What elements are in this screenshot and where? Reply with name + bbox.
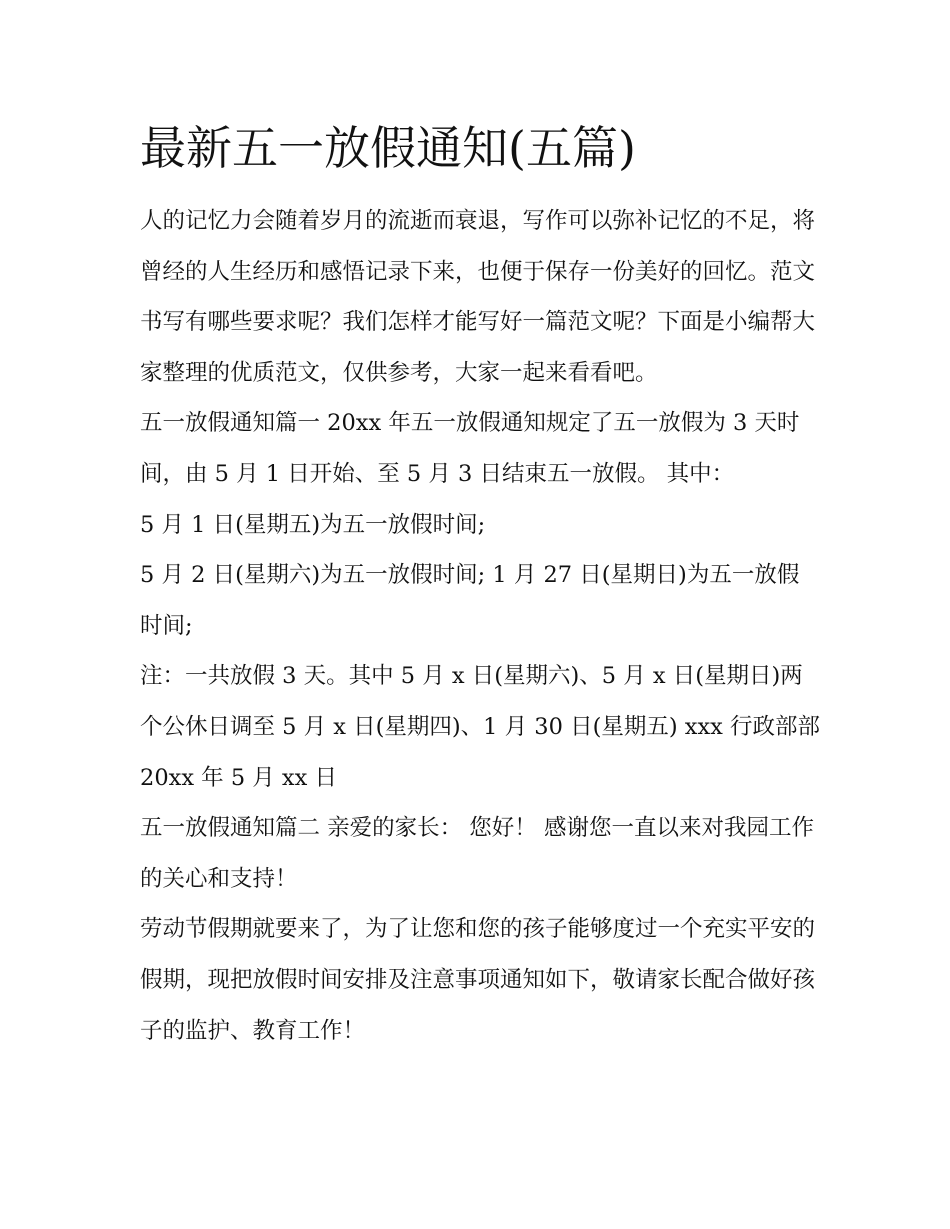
document-page [140,112,820,1056]
document-title: 最新五一放假通知(五篇) [140,121,636,175]
holiday-paragraph: 劳动节假期就要来了，为了让您和您的孩子能够度过一个充实平安的假期，现把放假时间安排及注意事项通知如下，敬请家长配合做好孩子的监护、教育工作！ [140,916,816,1044]
notice-one-paragraph: 五一放假通知篇一 20xx 年五一放假通知规定了五一放假为 3 天时间，由 5 月 1 日开始、至 5 月 3 日结束五一放假。 其中： [140,410,800,487]
notice-two-paragraph: 五一放假通知篇二 亲爱的家长： 您好！ 感谢您一直以来对我园工作的关心和支持！ [140,815,814,892]
intro-paragraph: 人的记忆力会随着岁月的流逝而衰退，写作可以弥补记忆的不足，将曾经的人生经历和感悟记录下来，也便于保存一份美好的回忆。范文书写有哪些要求呢？我们怎样才能写好一篇范文呢？下面是小编帮大家整理的优质范文，仅供参考，大家一起来看看吧。 [140,208,816,386]
may-1-paragraph: 5 月 1 日(星期五)为五一放假时间; [140,511,486,538]
note-paragraph: 注：一共放假 3 天。其中 5 月 x 日(星期六)、5 月 x 日(星期日)两个公休日调至 5 月 x 日(星期四)、1 月 30 日(星期五) xxx 行政部部 20xx 年 5 月 xx 日 [140,663,820,791]
may-2-paragraph: 5 月 2 日(星期六)为五一放假时间; 1 月 27 日(星期日)为五一放假时间; [140,562,800,639]
